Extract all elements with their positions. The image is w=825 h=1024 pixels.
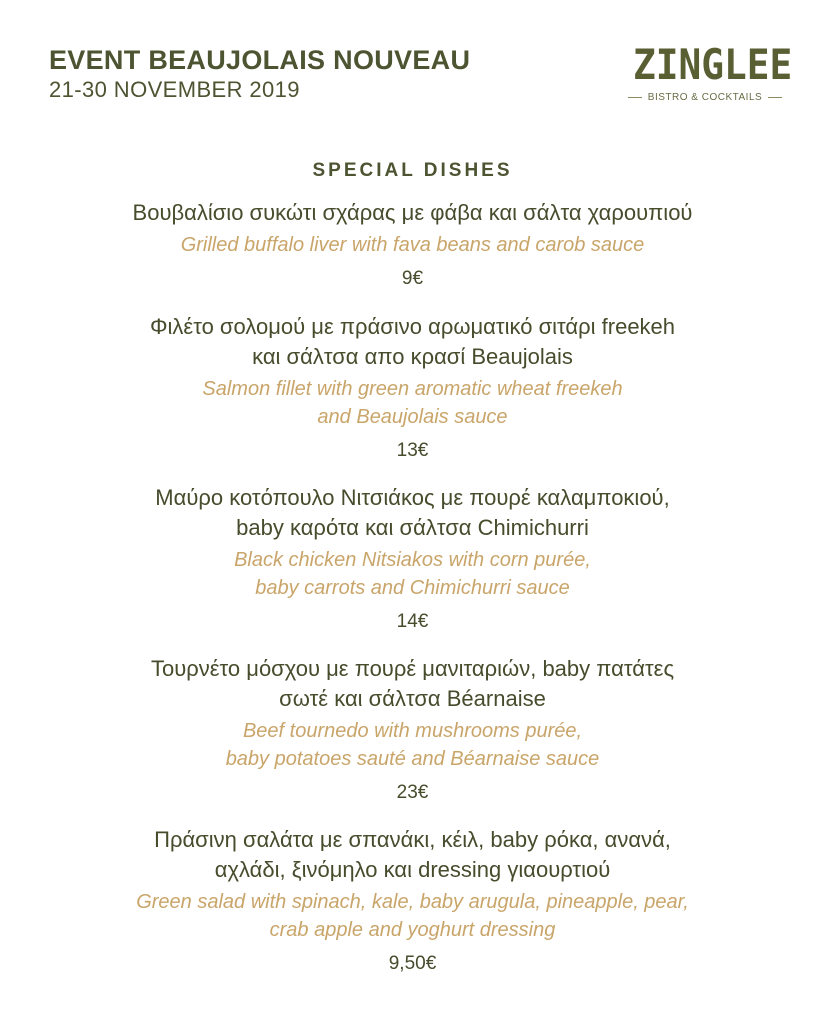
dish-price: 9,50€ <box>388 953 437 974</box>
event-header <box>49 44 470 104</box>
dish-english-line: Black chicken Nitsiakos with corn purée, <box>234 549 591 571</box>
dish-english-line: crab apple and yoghurt dressing <box>269 919 556 941</box>
dish-greek-line: σωτέ και σάλτσα Béarnaise <box>279 686 546 711</box>
dish-item <box>0 198 825 293</box>
dish-english-name <box>0 231 825 259</box>
dish-greek-line: Πράσινη σαλάτα με σπανάκι, κέιλ, baby ρόκα, ανανά, <box>154 827 671 852</box>
dish-english-line: baby potatoes sauté and Béarnaise sauce <box>225 748 600 770</box>
dish-item <box>0 483 825 636</box>
dish-greek-line: baby καρότα και σάλτσα Chimichurri <box>236 515 589 540</box>
dish-price: 13€ <box>396 440 429 461</box>
dish-price: 9€ <box>401 268 424 289</box>
dish-item <box>0 825 825 978</box>
dish-english-name <box>0 546 825 602</box>
section-title: SPECIAL DISHES <box>312 160 513 181</box>
tagline-rule-right <box>768 97 782 98</box>
dish-price: 23€ <box>396 782 429 803</box>
dish-english-line: Salmon fillet with green aromatic wheat freekeh <box>202 378 623 400</box>
dish-item <box>0 312 825 465</box>
dish-greek-name <box>0 198 825 228</box>
dish-english-line: Green salad with spinach, kale, baby arugula, pineapple, pear, <box>136 891 689 913</box>
dish-greek-name <box>0 483 825 543</box>
dish-price: 14€ <box>396 611 429 632</box>
logo-tagline-text: BISTRO & COCKTAILS <box>647 92 763 103</box>
dish-greek-name <box>0 654 825 714</box>
dish-greek-name <box>0 825 825 885</box>
dish-greek-name <box>0 312 825 372</box>
dish-item <box>0 654 825 807</box>
dish-english-name <box>0 888 825 944</box>
dish-greek-line: Μαύρο κοτόπουλο Νιτσιάκος με πουρέ καλαμποκιού, <box>155 485 670 510</box>
event-title: EVENT BEAUJOLAIS NOUVEAU <box>49 45 471 75</box>
dish-english-line: Beef tournedo with mushrooms purée, <box>242 720 583 742</box>
event-dates: 21-30 NOVEMBER 2019 <box>49 77 300 102</box>
dish-greek-line: και σάλτσα απο κρασί Beaujolais <box>252 344 573 369</box>
tagline-rule-left <box>628 97 642 98</box>
dish-english-line: baby carrots and Chimichurri sauce <box>255 577 570 599</box>
logo-wordmark: ZINGLEE <box>633 40 793 89</box>
dish-english-line: Grilled buffalo liver with fava beans and carob sauce <box>180 234 645 256</box>
dish-greek-line: Τουρνέτο μόσχου με πουρέ μανιταριών, baby πατάτες <box>150 656 675 681</box>
dish-greek-line: αχλάδι, ξινόμηλο και dressing γιαουρτιού <box>214 857 611 882</box>
dish-greek-line: Βουβαλίσιο συκώτι σχάρας με φάβα και σάλτα χαρουπιού <box>132 200 693 225</box>
dish-english-name <box>0 717 825 773</box>
dish-english-line: and Beaujolais sauce <box>317 406 508 428</box>
dish-english-name <box>0 375 825 431</box>
zinglee-logo <box>625 40 793 103</box>
logo-tagline <box>625 92 785 103</box>
dish-greek-line: Φιλέτο σολομού με πράσινο αρωματικό σιτάρι freekeh <box>149 314 676 339</box>
